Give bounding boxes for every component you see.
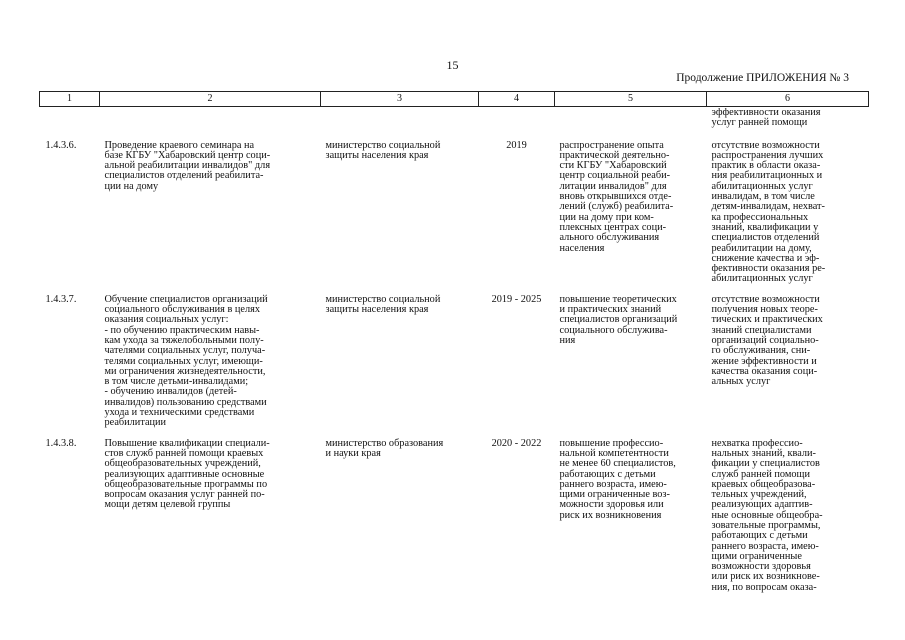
- table-row: [40, 141, 869, 295]
- executor-cell: [321, 295, 479, 439]
- text-line: работающих с детьми: [711, 530, 808, 542]
- text-line: эффективности оказания: [711, 107, 821, 118]
- text-line: нальных знаний, квали-: [711, 447, 816, 459]
- text-line: фикации у специалистов: [711, 458, 820, 470]
- text-line: реабилитации: [104, 417, 167, 429]
- text-line: го обслуживания, сни-: [711, 345, 811, 357]
- text-line: отсутствие возможности: [711, 139, 820, 151]
- text-line: - обучению инвалидов (детей-: [104, 386, 237, 398]
- text-line: ции на дому: [104, 180, 159, 192]
- text-line: практик в области оказа-: [711, 160, 821, 172]
- column-header-4: 4: [479, 92, 555, 107]
- text-line: сти КГБУ "Хабаровский: [559, 160, 667, 172]
- text-line: получения новых теоре-: [711, 304, 818, 316]
- row-number: 1.4.3.6.: [45, 139, 77, 151]
- carried-over-consequences: [707, 107, 869, 141]
- column-header-3: 3: [321, 92, 479, 107]
- text-line: щими ограниченные воз-: [559, 489, 670, 501]
- page-number: 15: [446, 58, 459, 72]
- text-line: детям-инвалидам, нехват-: [711, 201, 825, 213]
- text-line: ния реабилитационных и: [711, 170, 823, 182]
- text-line: не менее 60 специалистов,: [559, 458, 676, 470]
- text-line: абилитационных услуг: [711, 180, 813, 192]
- text-line: чателями социальных услуг, получа-: [104, 345, 266, 357]
- text-line: инвалидов) пользованию средствами: [104, 396, 267, 408]
- text-line: реабилитации на дому,: [711, 242, 812, 254]
- text-line: краевых общеобразова-: [711, 478, 816, 490]
- text-line: фективности оказания ре-: [711, 263, 826, 275]
- text-line: инвалидам, в том числе: [711, 191, 815, 203]
- year-cell: 2019: [506, 139, 527, 151]
- text-line: оказания социальных услуг:: [104, 314, 229, 326]
- column-header-1: 1: [40, 92, 100, 107]
- text-line: знаний специалистами: [711, 324, 812, 336]
- text-line: общеобразовательные программы по: [104, 478, 268, 490]
- text-line: специалистов отделений реабилита-: [104, 170, 264, 182]
- table-row: [40, 439, 869, 593]
- text-line: снижение качества и эф-: [711, 252, 820, 264]
- text-line: ального обслуживания: [559, 232, 660, 244]
- text-line: центр социальной реаби-: [559, 170, 671, 182]
- text-line: Повышение квалификации специали-: [104, 437, 270, 449]
- text-line: министерство социальной: [325, 293, 441, 305]
- text-line: качества оказания соци-: [711, 365, 818, 377]
- event-cell: [100, 439, 321, 593]
- text-line: вопросам оказания услуг ранней по-: [104, 489, 265, 501]
- consequences-cell: [707, 141, 869, 295]
- text-line: Проведение краевого семинара на: [104, 139, 255, 151]
- text-line: защиты населения края: [325, 304, 429, 316]
- event-cell: [100, 295, 321, 439]
- text-line: практической деятельно-: [559, 149, 670, 161]
- result-cell: [555, 295, 707, 439]
- text-line: работающих с детьми: [559, 468, 656, 480]
- text-line: тельных учреждений,: [711, 489, 807, 501]
- executor-cell: [321, 439, 479, 593]
- text-line: - по обучению практическим навы-: [104, 324, 260, 336]
- text-line: телями социальных услуг, имеющи-: [104, 355, 263, 367]
- text-line: раннего возраста, имею-: [711, 540, 819, 552]
- text-line: и практических знаний: [559, 304, 662, 316]
- result-cell: [555, 439, 707, 593]
- text-line: нехватка профессио-: [711, 437, 803, 449]
- text-line: вновь открывшихся отде-: [559, 191, 672, 203]
- text-line: служб ранней помощи: [711, 468, 810, 480]
- column-header-6: 6: [707, 92, 869, 107]
- year-cell: 2019 - 2025: [491, 293, 542, 305]
- text-line: раннего возраста, имею-: [559, 478, 667, 490]
- text-line: повышение профессио-: [559, 437, 664, 449]
- text-line: специалистов организаций: [559, 314, 678, 326]
- text-line: можности здоровья или: [559, 499, 664, 511]
- text-line: ми ограничения жизнедеятельности,: [104, 365, 266, 377]
- text-line: кам ухода за тяжелобольными полу-: [104, 334, 264, 346]
- text-line: социального обслужива-: [559, 324, 668, 336]
- table-row: [40, 295, 869, 439]
- text-line: знаний, квалификации у: [711, 221, 819, 233]
- text-line: реализующих адаптив-: [711, 499, 813, 511]
- text-line: услуг ранней помощи: [711, 117, 808, 129]
- text-line: распространения лучших: [711, 149, 824, 161]
- text-line: плексных центрах соци-: [559, 221, 667, 233]
- text-line: ка профессиональных: [711, 211, 809, 223]
- text-line: лений (служб) реабилита-: [559, 201, 674, 213]
- continuation-label: Продолжение ПРИЛОЖЕНИЯ № 3: [676, 72, 849, 84]
- row-number: 1.4.3.8.: [45, 437, 77, 449]
- event-cell: [100, 141, 321, 295]
- text-line: защиты населения края: [325, 149, 429, 161]
- text-line: ции на дому при ком-: [559, 211, 654, 223]
- text-line: и науки края: [325, 447, 381, 459]
- year-cell: 2020 - 2022: [491, 437, 542, 449]
- text-line: общеобразовательных учреждений,: [104, 458, 261, 470]
- row-number: 1.4.3.7.: [45, 293, 77, 305]
- text-line: министерство образования: [325, 437, 444, 449]
- text-line: ния, по вопросам оказа-: [711, 581, 817, 593]
- text-line: социального обслуживания в целях: [104, 304, 260, 316]
- consequences-cell: [707, 295, 869, 439]
- text-line: альной реабилитации инвалидов" для: [104, 160, 271, 172]
- text-line: повышение теоретических: [559, 293, 677, 305]
- text-line: мощи детям целевой группы: [104, 499, 231, 511]
- text-line: зовательные программы,: [711, 519, 821, 531]
- result-cell: [555, 141, 707, 295]
- text-line: базе КГБУ "Хабаровский центр соци-: [104, 149, 271, 161]
- text-line: ния: [559, 334, 576, 346]
- text-line: ухода и техническими средствами: [104, 407, 255, 419]
- text-line: альных услуг: [711, 376, 771, 388]
- text-line: реализующих адаптивные основные: [104, 468, 265, 480]
- text-line: литации инвалидов" для: [559, 180, 667, 192]
- text-line: риск их возникновения: [559, 509, 662, 521]
- text-line: нальной компетентности: [559, 447, 669, 459]
- text-line: населения: [559, 242, 605, 254]
- text-line: ные основные общеобра-: [711, 509, 823, 521]
- text-line: отсутствие возможности: [711, 293, 820, 305]
- text-line: распространение опыта: [559, 139, 664, 151]
- carried-over-row: [40, 107, 869, 141]
- text-line: возможности здоровья: [711, 561, 811, 573]
- text-line: министерство социальной: [325, 139, 441, 151]
- column-header-5: 5: [555, 92, 707, 107]
- text-line: организаций социально-: [711, 334, 819, 346]
- column-header-2: 2: [100, 92, 321, 107]
- text-line: в том числе детьми-инвалидами;: [104, 376, 249, 388]
- text-line: тических и практических: [711, 314, 823, 326]
- text-line: или риск их возникнове-: [711, 571, 820, 583]
- text-line: щими ограниченные: [711, 550, 802, 562]
- column-number-header: [40, 92, 869, 107]
- consequences-cell: [707, 439, 869, 593]
- text-line: Обучение специалистов организаций: [104, 293, 268, 305]
- appendix-table: [39, 91, 869, 593]
- text-line: стов служб ранней помощи краевых: [104, 447, 264, 459]
- text-line: абилитационных услуг: [711, 273, 813, 285]
- executor-cell: [321, 141, 479, 295]
- text-line: жение эффективности и: [711, 355, 817, 367]
- text-line: специалистов отделений: [711, 232, 820, 244]
